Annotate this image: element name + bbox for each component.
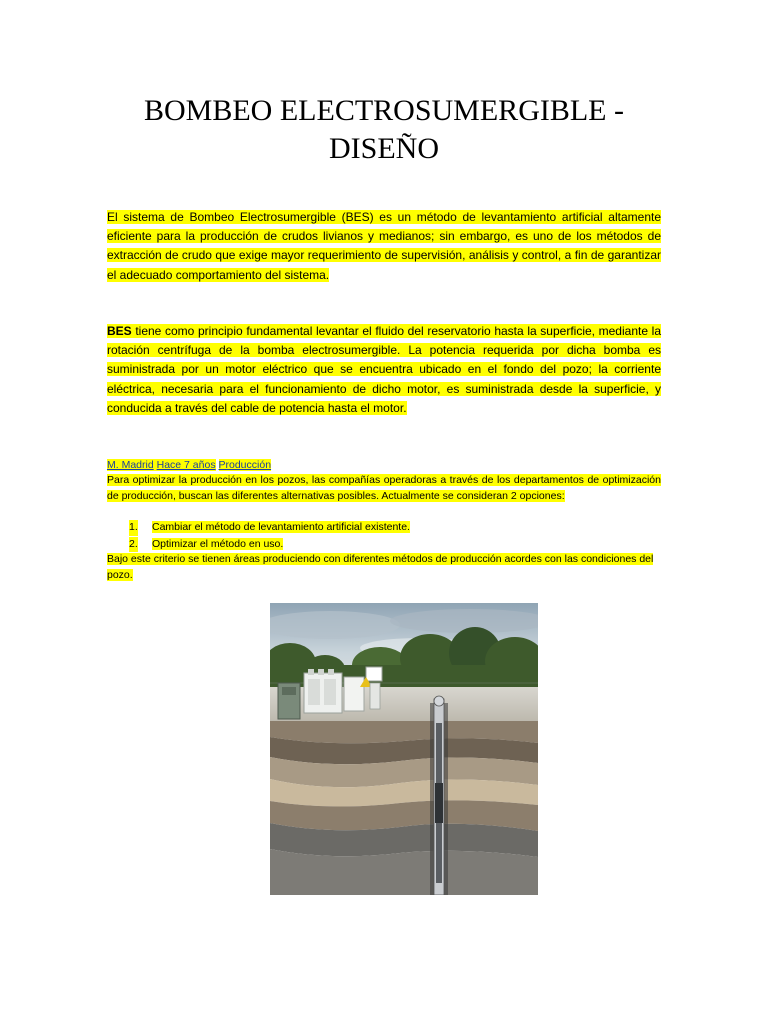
intro-paragraph bbox=[107, 208, 661, 285]
document-title bbox=[0, 92, 768, 168]
optimization-paragraph bbox=[107, 473, 661, 504]
criteria-paragraph-text: Bajo este criterio se tienen áreas produciendo con diferentes métodos de producción acordes con las condiciones del pozo. bbox=[107, 553, 654, 581]
options-list bbox=[107, 520, 661, 553]
rock-strata bbox=[270, 721, 538, 895]
list-item bbox=[107, 520, 661, 537]
list-item-text: Optimizar el método en uso. bbox=[152, 537, 284, 550]
list-item-number: 2. bbox=[129, 537, 138, 553]
well-cross-section-image bbox=[270, 603, 538, 895]
time-link[interactable]: Hace 7 años bbox=[156, 459, 216, 471]
optimization-paragraph-text: Para optimizar la producción en los pozos, las compañías operadoras a través de los departamentos de optimización de producción, buscan las diferentes alternativas posibles. Actualmente se consideran 2 opciones: bbox=[107, 474, 661, 502]
well-bore bbox=[430, 696, 448, 895]
category-link[interactable]: Producción bbox=[218, 459, 272, 471]
author-link[interactable]: M. Madrid bbox=[107, 459, 154, 471]
article-meta bbox=[107, 458, 661, 474]
bes-bold-term: BES bbox=[107, 324, 132, 338]
bes-principle-paragraph bbox=[107, 322, 661, 418]
criteria-paragraph bbox=[107, 552, 661, 583]
list-item-text: Cambiar el método de levantamiento artificial existente. bbox=[152, 521, 410, 533]
list-item-number: 1. bbox=[129, 520, 138, 536]
title-line-1: BOMBEO ELECTROSUMERGIBLE - bbox=[144, 94, 624, 127]
intro-paragraph-text: El sistema de Bombeo Electrosumergible (BES) es un método de levantamiento artificial altamente eficiente para la producción de crudos livianos y medianos; sin embargo, es uno de los métodos de extracción de crudo que exige mayor requerimiento de supervisión, análisis y control, a fin de garantizar el adecuado comportamiento del sistema. bbox=[107, 210, 661, 282]
bes-principle-text: tiene como principio fundamental levantar el fluido del reservatorio hasta la superficie, mediante la rotación centrífuga de la bomba electrosumergible. La potencia requerida por dicha bomba es suministrada por un motor eléctrico que se encuentra ubicado en el fondo del pozo; la corriente eléctrica, necesaria para el funcionamiento de dicho motor, es suministrada desde la superficie, y conducida a través del cable de potencia hasta el motor. bbox=[107, 324, 661, 415]
list-item bbox=[107, 537, 661, 554]
title-line-2: DISEÑO bbox=[329, 132, 439, 165]
